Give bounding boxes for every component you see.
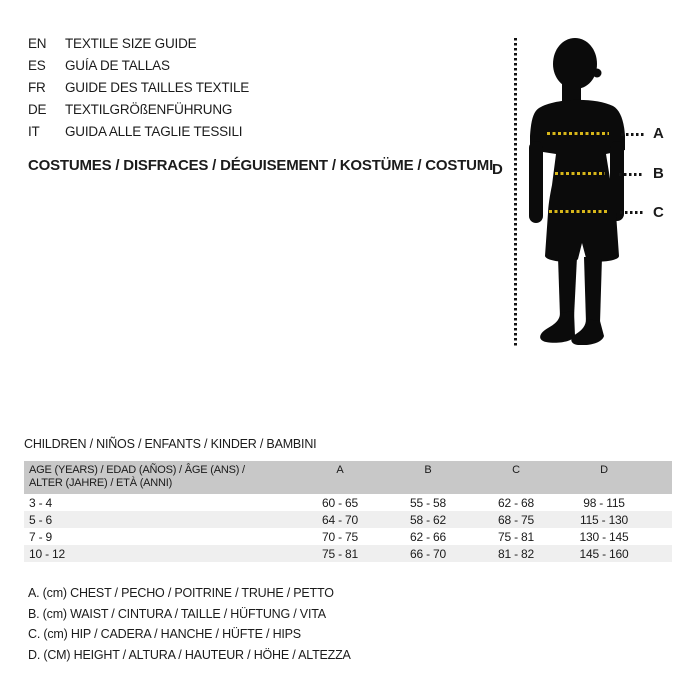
leader-line-c — [620, 211, 644, 214]
leader-line-b — [619, 173, 644, 176]
language-code: IT — [28, 124, 40, 139]
height-cell: 130 - 145 — [579, 529, 629, 544]
measurement-legend — [28, 583, 351, 665]
language-code: DE — [28, 102, 47, 117]
legend-item-hip: C. (cm) HIP / CADERA / HANCHE / HÜFTE / HIPS — [28, 627, 301, 641]
table-row-5-6 — [24, 511, 672, 528]
age-header-line2: ALTER (JAHRE) / ETÀ (ANNI) — [29, 477, 173, 489]
measure-label-b: B — [653, 165, 664, 182]
table-row-3-4 — [24, 494, 672, 511]
hip-cell: 75 - 81 — [498, 529, 534, 544]
section-title-children: CHILDREN / NIÑOS / ENFANTS / KINDER / BAMBINI — [24, 437, 317, 451]
legend-item-chest: A. (cm) CHEST / PECHO / POITRINE / TRUHE / PETTO — [28, 586, 334, 600]
column-header-b: B — [424, 464, 432, 476]
age-cell: 10 - 12 — [29, 546, 65, 561]
age-cell: 3 - 4 — [29, 495, 53, 510]
column-header-a: A — [336, 464, 344, 476]
legend-item-height: D. (CM) HEIGHT / ALTURA / HAUTEUR / HÖHE / ALTEZZA — [28, 647, 351, 662]
chest-cell: 75 - 81 — [322, 546, 358, 561]
height-cell: 115 - 130 — [579, 512, 629, 527]
language-label: GUIDE DES TAILLES TEXTILE — [65, 80, 250, 95]
language-label: GUIDA ALLE TAGLIE TESSILI — [65, 124, 243, 139]
language-code: FR — [28, 80, 46, 95]
waist-cell: 55 - 58 — [410, 495, 446, 510]
table-header-row — [24, 461, 672, 494]
language-label: TEXTILE SIZE GUIDE — [65, 36, 197, 51]
leader-line-a — [621, 133, 644, 136]
child-silhouette — [527, 37, 627, 345]
measure-label-a: A — [653, 125, 664, 142]
age-column-header — [24, 464, 296, 490]
language-code: ES — [28, 58, 46, 73]
height-dotted-line-d — [514, 38, 517, 348]
column-header-c: C — [512, 464, 520, 476]
language-label: TEXTILGRÖßENFÜHRUNG — [65, 102, 233, 117]
waist-dash-line-b — [555, 172, 605, 175]
language-code: EN — [28, 36, 47, 51]
column-header-d: D — [600, 464, 608, 476]
waist-cell: 58 - 62 — [410, 512, 446, 527]
measure-label-c: C — [653, 204, 664, 221]
waist-cell: 62 - 66 — [410, 529, 446, 544]
height-cell: 145 - 160 — [579, 546, 629, 561]
chest-cell: 64 - 70 — [322, 512, 358, 527]
age-header-line1: AGE (YEARS) / EDAD (AÑOS) / ÂGE (ANS) / — [29, 464, 245, 476]
chest-dash-line-a — [547, 132, 609, 135]
waist-cell: 66 - 70 — [410, 546, 446, 561]
category-title: COSTUMES / DISFRACES / DÉGUISEMENT / KOSTÜME / COSTUMI — [28, 157, 494, 174]
language-label: GUÍA DE TALLAS — [65, 58, 170, 73]
size-table — [24, 461, 672, 562]
measure-label-d: D — [492, 161, 503, 178]
chest-cell: 70 - 75 — [322, 529, 358, 544]
legend-item-waist: B. (cm) WAIST / CINTURA / TAILLE / HÜFTUNG / VITA — [28, 606, 326, 621]
table-row-10-12 — [24, 545, 672, 562]
table-row-7-9 — [24, 528, 672, 545]
age-cell: 7 - 9 — [29, 529, 53, 544]
hip-cell: 81 - 82 — [498, 546, 534, 561]
height-cell: 98 - 115 — [583, 495, 625, 510]
age-cell: 5 - 6 — [29, 512, 53, 527]
hip-cell: 68 - 75 — [498, 512, 534, 527]
hip-cell: 62 - 68 — [498, 495, 534, 510]
hip-dash-line-c — [549, 210, 608, 213]
chest-cell: 60 - 65 — [322, 495, 358, 510]
